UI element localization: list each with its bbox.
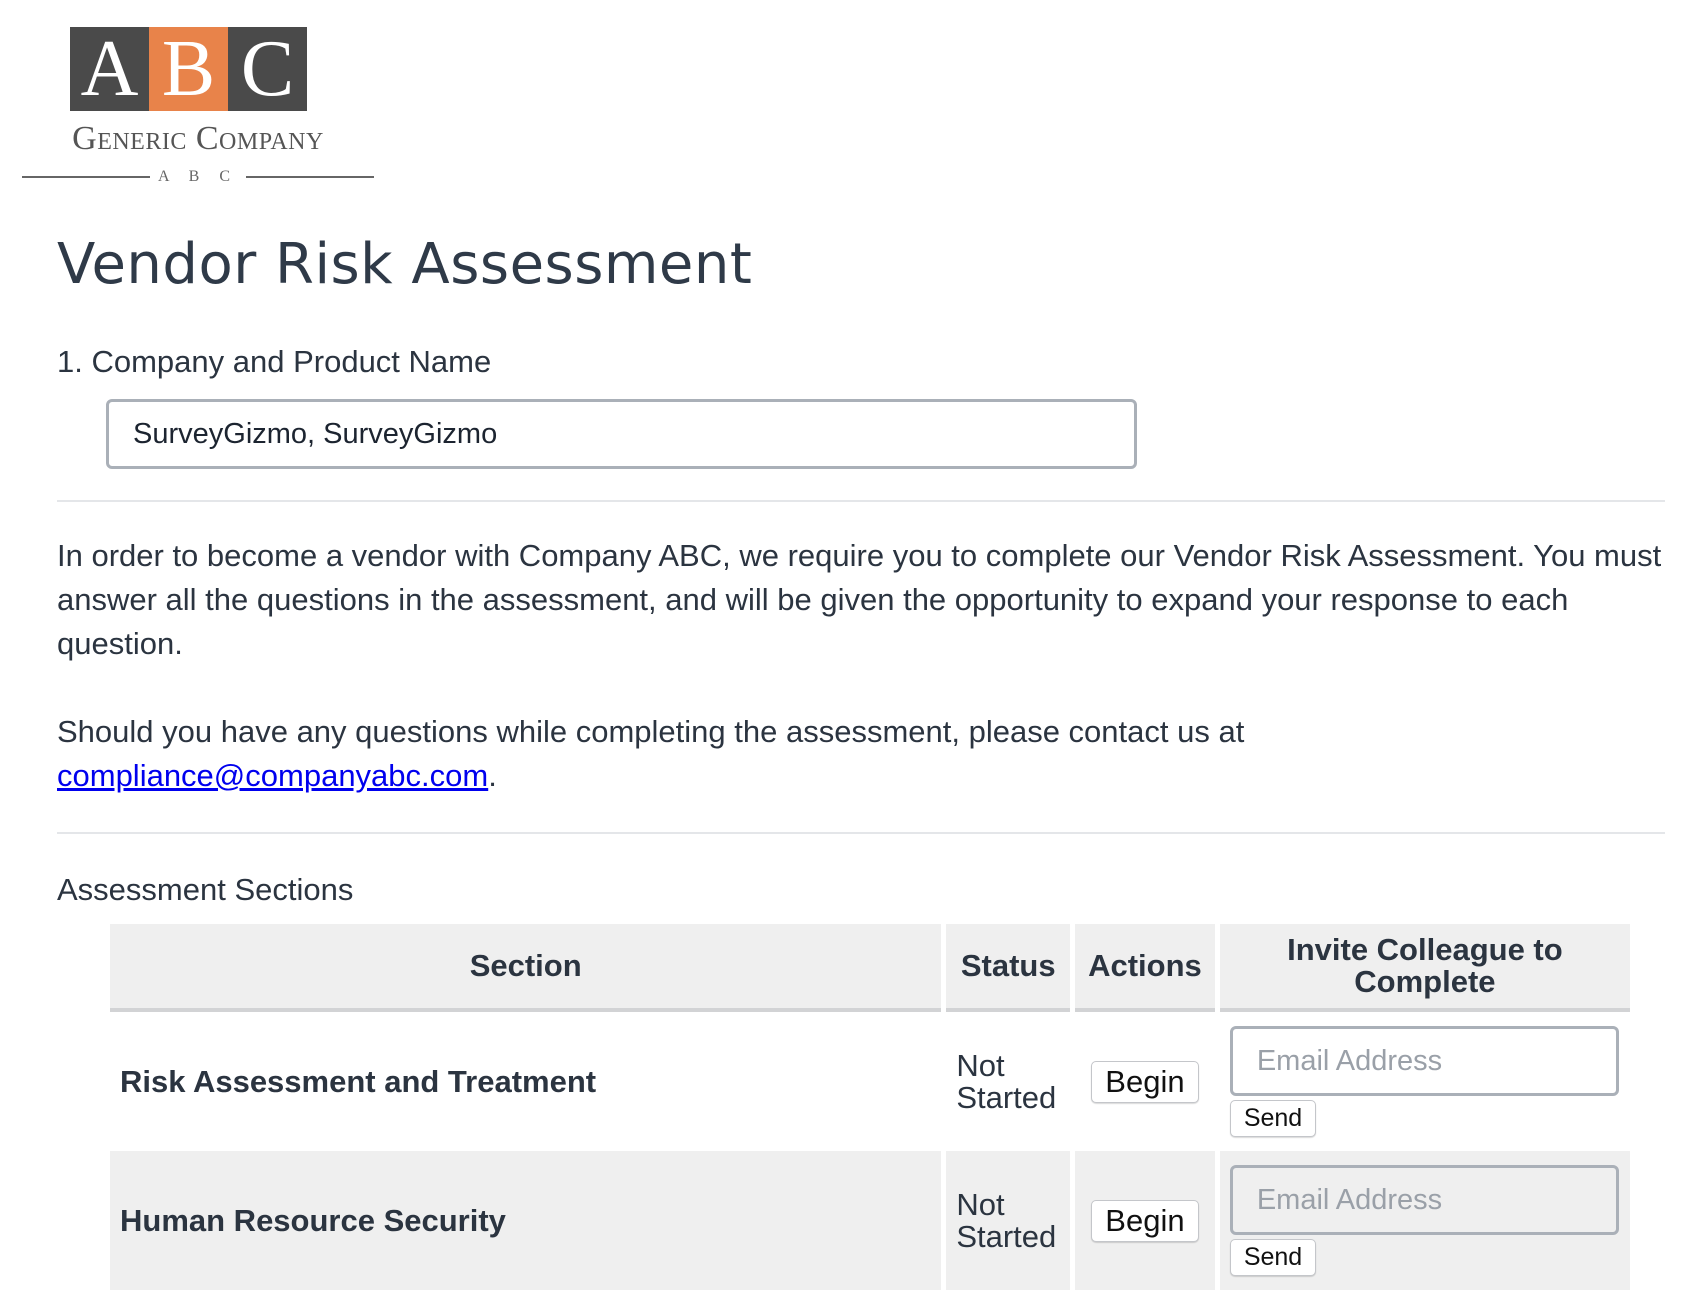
logo-letter-b: B (149, 27, 228, 111)
invite-cell (1220, 1012, 1630, 1151)
logo-sub-text: A B C (158, 168, 239, 185)
divider (57, 500, 1665, 502)
header-section: Section (110, 924, 941, 1012)
contact-suffix: . (488, 758, 497, 793)
table-row (110, 1012, 1630, 1151)
intro-text: In order to become a vendor with Company ABC, we require you to complete our Vendor Risk Assessment. You must answer all the questions in the assessment, and will be given the opportunity to expand your response to each question. (57, 538, 1662, 661)
begin-button[interactable]: Begin (1091, 1061, 1198, 1103)
header-invite: Invite Colleague to Complete (1220, 924, 1630, 1012)
section-name: Risk Assessment and Treatment (120, 1063, 597, 1099)
section-status: Not Started (956, 1047, 1057, 1115)
assessment-sections-label: Assessment Sections (57, 872, 354, 907)
invite-cell (1220, 1151, 1630, 1290)
table-row (110, 1151, 1630, 1290)
page-title: Vendor Risk Assessment (57, 232, 753, 297)
actions-cell (1075, 1012, 1215, 1151)
logo-subline (22, 168, 374, 186)
logo-company-name: Generic Company (72, 120, 324, 157)
colleague-email-input[interactable] (1230, 1026, 1619, 1096)
assessment-sections-table (110, 924, 1630, 1290)
header-actions: Actions (1075, 924, 1215, 1012)
section-name: Human Resource Security (110, 1151, 941, 1290)
header-status: Status (946, 924, 1070, 1012)
logo-letter-a: A (70, 27, 149, 111)
company-product-label: 1. Company and Product Name (57, 344, 492, 379)
contact-prefix: Should you have any questions while completing the assessment, please contact us at (57, 714, 1245, 749)
section-status: Not Started (946, 1151, 1070, 1290)
logo-letter-c: C (228, 27, 307, 111)
divider (57, 832, 1665, 834)
colleague-email-input[interactable] (1230, 1165, 1619, 1235)
logo-letter-boxes (70, 27, 307, 111)
table-header-row (110, 924, 1630, 1012)
logo-rule-right (246, 176, 374, 178)
send-invite-button[interactable]: Send (1230, 1100, 1316, 1137)
contact-email-link[interactable]: compliance@companyabc.com (57, 758, 489, 793)
company-logo (22, 22, 362, 185)
logo-rule-left (22, 176, 150, 178)
begin-button[interactable]: Begin (1091, 1200, 1198, 1242)
company-product-input[interactable] (106, 399, 1137, 469)
actions-cell (1075, 1151, 1215, 1290)
contact-text (57, 710, 1669, 798)
send-invite-button[interactable]: Send (1230, 1239, 1316, 1276)
